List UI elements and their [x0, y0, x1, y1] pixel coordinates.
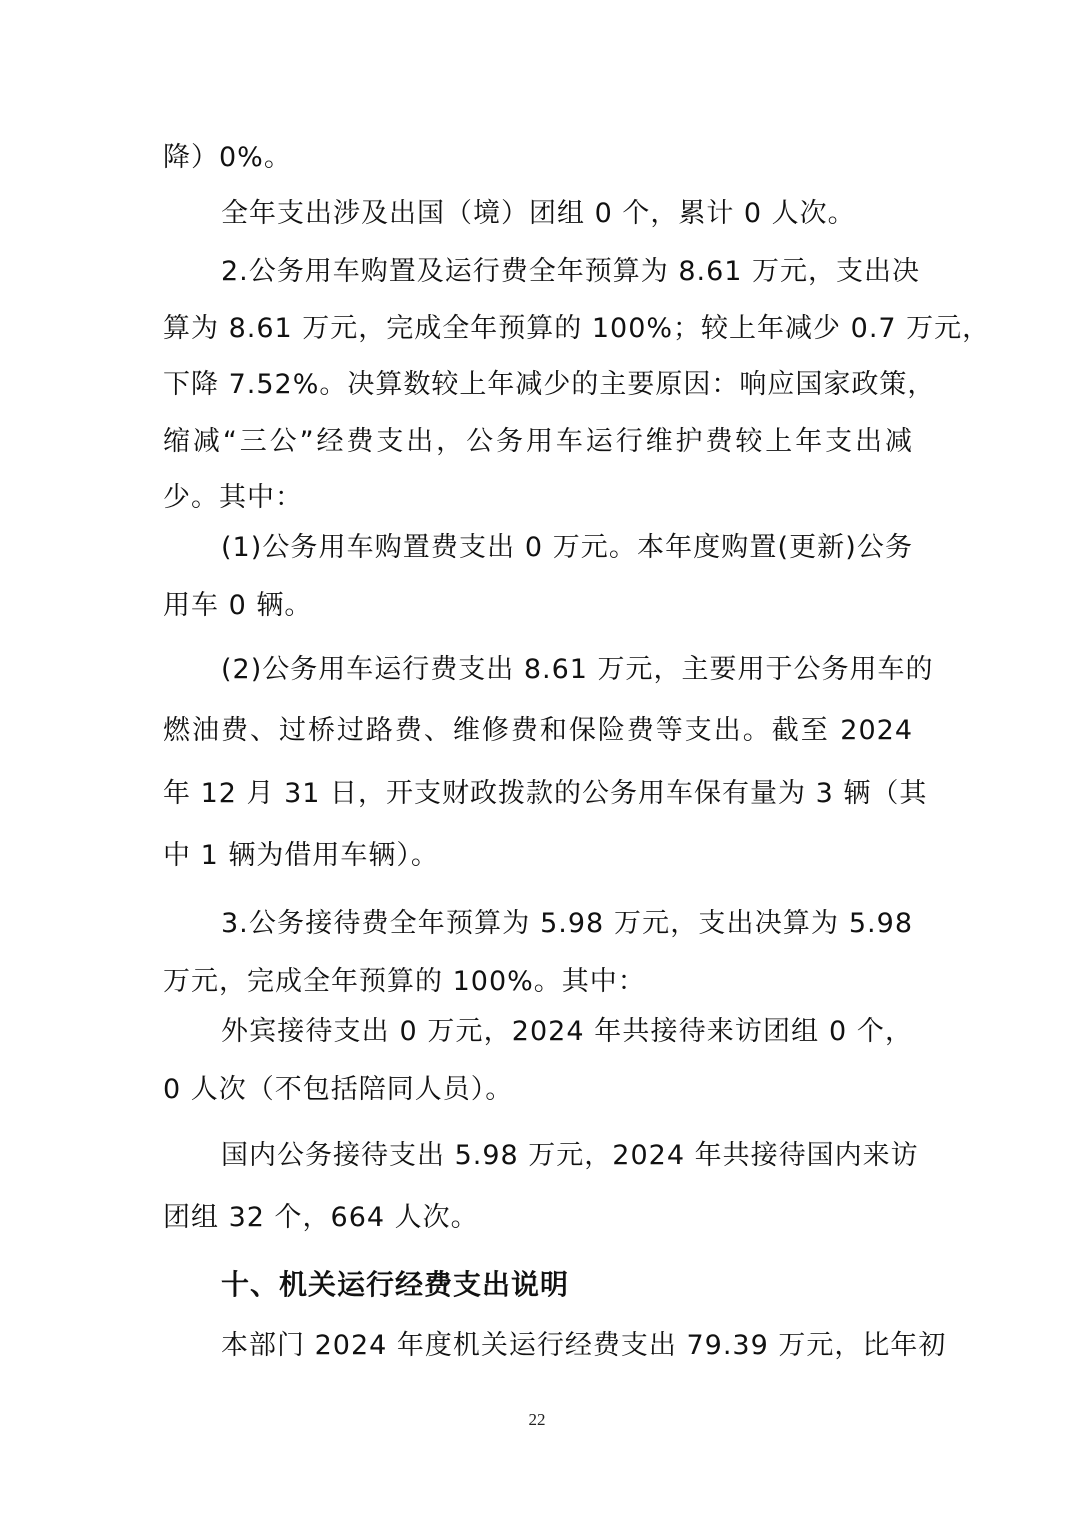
text-line: 团组 32 个，664 人次。 — [163, 1202, 479, 1233]
text-line: 燃油费、过桥过路费、维修费和保险费等支出。截至 2024 — [163, 715, 913, 746]
text-line: 用车 0 辆。 — [163, 590, 313, 621]
text-line: 0 人次（不包括陪同人员）。 — [163, 1074, 514, 1105]
text-line: 算为 8.61 万元，完成全年预算的 100%；较上年减少 0.7 万元， — [163, 313, 991, 344]
text-line: 国内公务接待支出 5.98 万元，2024 年共接待国内来访 — [221, 1140, 919, 1171]
text-line: 全年支出涉及出国（境）团组 0 个，累计 0 人次。 — [221, 198, 856, 229]
text-line: 3.公务接待费全年预算为 5.98 万元，支出决算为 5.98 — [221, 908, 913, 939]
text-line: 万元，完成全年预算的 100%。其中： — [163, 966, 646, 997]
text-line: 外宾接待支出 0 万元，2024 年共接待来访团组 0 个， — [221, 1016, 913, 1047]
text-line: (1)公务用车购置费支出 0 万元。本年度购置(更新)公务 — [221, 532, 913, 563]
text-line: 年 12 月 31 日，开支财政拨款的公务用车保有量为 3 辆（其 — [163, 778, 928, 809]
section-heading: 十、机关运行经费支出说明 — [221, 1268, 570, 1301]
page-number: 22 — [528, 1410, 546, 1429]
text-line: (2)公务用车运行费支出 8.61 万元，主要用于公务用车的 — [221, 654, 934, 685]
text-line: 2.公务用车购置及运行费全年预算为 8.61 万元，支出决 — [221, 256, 921, 287]
text-line: 少。其中： — [163, 482, 303, 513]
text-line: 中 1 辆为借用车辆）。 — [163, 840, 439, 871]
text-line: 本部门 2024 年度机关运行经费支出 79.39 万元，比年初 — [221, 1330, 947, 1361]
text-line: 降）0%。 — [163, 142, 292, 173]
text-line: 缩减“三公”经费支出，公务用车运行维护费较上年支出减 — [163, 426, 913, 457]
text-line: 下降 7.52%。决算数较上年减少的主要原因：响应国家政策， — [163, 369, 936, 400]
